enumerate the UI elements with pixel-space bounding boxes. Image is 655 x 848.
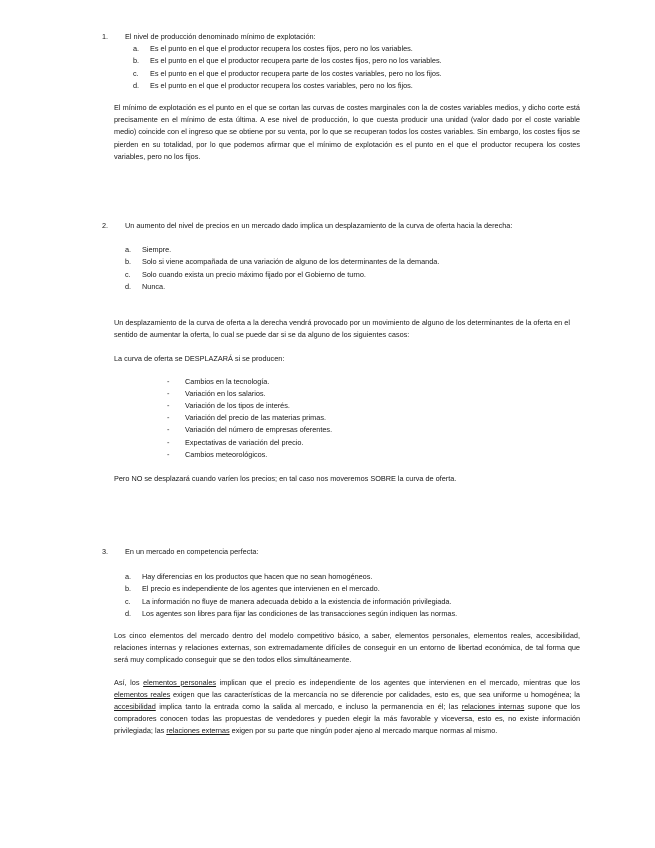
q3-option-c bbox=[125, 596, 582, 608]
question-2-number: 2. bbox=[102, 221, 109, 230]
q1-option-a bbox=[133, 43, 582, 55]
q2-cause: - Cambios en la tecnología. bbox=[167, 376, 270, 386]
q1-option-d-letter: d. bbox=[133, 80, 140, 90]
question-2-title bbox=[102, 220, 582, 232]
q2-option-a bbox=[125, 244, 582, 256]
q3-exp2-text: Así, los bbox=[114, 677, 144, 687]
q1-explanation: El mínimo de explotación es el punto en el que se cortan las curvas de costes marginales con la de costes variables medios, y dicho corte está precisamente en el mínimo de esta última. A ese nivel de producción, lo que cuesta producir una unidad (valor dado por el coste variable medio) coincide con el ingreso que se obtiene por su venta, por lo que se recuperan todos los costes variables. Sin embargo, los costes fijos se pierden en su totalidad, por lo que podemos afirmar que el mínimo de explotación es el punto en el que el productor recupera los costes variables, pero no los fijos. bbox=[114, 103, 580, 161]
q1-option-c bbox=[133, 68, 582, 80]
q1-option-d-text: Es el punto en el que el productor recupera los costes variables, pero no los fijos. bbox=[150, 80, 413, 90]
q2-cause-text: Cambios en la tecnología. bbox=[185, 376, 270, 386]
question-1 bbox=[102, 31, 582, 163]
q3-explanation-2 bbox=[114, 677, 580, 738]
q3-option-c-letter: c. bbox=[125, 596, 131, 606]
q1-option-c-text: Es el punto en el que el productor recupera parte de los costes variables, pero no los fijos. bbox=[150, 68, 442, 78]
q2-cause: - Expectativas de variación del precio. bbox=[167, 437, 304, 447]
question-1-number: 1. bbox=[102, 32, 109, 41]
q3-option-a bbox=[125, 571, 582, 583]
question-2 bbox=[102, 220, 582, 485]
q2-option-d-letter: d. bbox=[125, 281, 132, 291]
q2-option-d bbox=[125, 281, 582, 293]
q3-term-relaciones-internas: relaciones internas bbox=[461, 702, 525, 712]
question-2-text: Un aumento del nivel de precios en un mercado dado implica un desplazamiento de la curva de oferta hacia la derecha: bbox=[125, 221, 513, 230]
q3-option-d bbox=[125, 608, 582, 620]
q3-option-a-letter: a. bbox=[125, 572, 132, 582]
q3-term-elementos-personales: elementos personales bbox=[143, 677, 217, 687]
q2-cause: - Cambios meteorológicos. bbox=[167, 449, 268, 459]
q3-option-a-text: Hay diferencias en los productos que hacen que no sean homogéneos. bbox=[142, 572, 373, 582]
q2-option-d-text: Nunca. bbox=[142, 281, 166, 291]
q1-option-b bbox=[133, 55, 582, 67]
q2-cause-text: Cambios meteorológicos. bbox=[185, 449, 268, 459]
q3-explanation-1: Los cinco elementos del mercado dentro del modelo competitivo básico, a saber, elementos personales, elementos reales, accesibilidad, relaciones internas y relaciones externas, son extremadamente difíciles de conseguir en un entorno de libertad económica, de tal forma que será muy complicado conseguir que se den todos ellos simultáneamente. bbox=[114, 631, 580, 665]
q1-option-a-text: Es el punto en el que el productor recupera los costes fijos, pero no los variables. bbox=[150, 44, 413, 54]
q2-option-a-letter: a. bbox=[125, 245, 132, 255]
q3-option-b bbox=[125, 583, 582, 595]
q2-conclusion: Pero NO se desplazará cuando varíen los precios; en tal caso nos moveremos SOBRE la curva de oferta. bbox=[114, 474, 457, 484]
q2-cause-text: Variación de los tipos de interés. bbox=[185, 401, 290, 411]
q2-cause: - Variación en los salarios. bbox=[167, 388, 266, 398]
q2-causes-list bbox=[167, 376, 582, 461]
q3-option-b-text: El precio es independiente de los agentes que intervienen en el mercado. bbox=[142, 584, 380, 594]
q1-option-b-letter: b. bbox=[133, 56, 140, 66]
question-3-options bbox=[102, 571, 582, 620]
q2-option-b-text: Solo si viene acompañada de una variación de alguno de los determinantes de la demanda. bbox=[142, 257, 440, 267]
q2-option-a-text: Siempre. bbox=[142, 245, 172, 255]
q2-option-c-text: Solo cuando exista un precio máximo fijado por el Gobierno de turno. bbox=[142, 269, 366, 279]
q3-exp2-text: supone que los compradores conocen todas las propuestas de vendedores y pueden elegir la más favorable y viceversa, esto es, no existe información privilegiada; las bbox=[114, 702, 580, 736]
q3-exp2-text: implican que el precio es independiente de los agentes que intervienen en el mercado, mientras que los bbox=[216, 677, 581, 687]
question-3-title bbox=[102, 546, 582, 558]
q2-cause: - Variación de los tipos de interés. bbox=[167, 401, 290, 411]
q3-option-c-text: La información no fluye de manera adecuada debido a la existencia de información privilegiada. bbox=[142, 596, 452, 606]
q2-cause: - Variación del número de empresas oferentes. bbox=[167, 425, 333, 435]
q3-term-relaciones-externas: relaciones externas bbox=[166, 726, 230, 736]
question-1-title bbox=[102, 31, 582, 43]
q3-term-accesibilidad: accesibilidad bbox=[114, 702, 156, 712]
question-3-text: En un mercado en competencia perfecta: bbox=[125, 547, 259, 556]
q3-exp2-text: implica tanto la entrada como la salida al mercado, e incluso la permanencia en él; las bbox=[155, 702, 462, 712]
q2-option-c-letter: c. bbox=[125, 269, 131, 279]
q3-exp2-text: exigen por su parte que ningún poder ajeno al mercado marque normas al mismo. bbox=[229, 726, 498, 736]
question-3 bbox=[102, 546, 582, 738]
q1-option-c-letter: c. bbox=[133, 68, 139, 78]
question-1-text: El nivel de producción denominado mínimo de explotación: bbox=[125, 32, 316, 41]
q3-exp2-text: exigen que las características de la mercancía no se diferencie por calidades, esto es, que sea uniforme u homogénea; la bbox=[170, 689, 580, 699]
q2-cause-text: Variación del precio de las materias primas. bbox=[185, 413, 326, 423]
question-1-options bbox=[102, 43, 582, 92]
q1-option-a-letter: a. bbox=[133, 44, 140, 54]
q3-option-d-text: Los agentes son libres para fijar las condiciones de las transacciones según indiquen las normas. bbox=[142, 608, 458, 618]
q2-cause-text: Expectativas de variación del precio. bbox=[185, 437, 304, 447]
q2-explanation: Un desplazamiento de la curva de oferta a la derecha vendrá provocado por un movimiento de alguno de los determinantes de la oferta en el sentido de aumentar la oferta, lo cual se puede dar si se da alguno de los siguientes casos: bbox=[114, 318, 570, 340]
q3-option-b-letter: b. bbox=[125, 584, 132, 594]
q2-option-b-letter: b. bbox=[125, 257, 132, 267]
q2-option-b bbox=[125, 256, 582, 268]
question-2-options bbox=[102, 244, 582, 293]
q2-option-c bbox=[125, 269, 582, 281]
q1-option-d bbox=[133, 80, 582, 92]
q2-cause-text: Variación en los salarios. bbox=[185, 388, 266, 398]
q2-cause-text: Variación del número de empresas oferentes. bbox=[185, 425, 333, 435]
q2-cause: - Variación del precio de las materias primas. bbox=[167, 413, 326, 423]
q3-option-d-letter: d. bbox=[125, 608, 132, 618]
q1-option-b-text: Es el punto en el que el productor recupera parte de los costes fijos, pero no los variables. bbox=[150, 56, 442, 66]
q2-intro: La curva de oferta se DESPLAZARÁ si se producen: bbox=[114, 354, 285, 364]
question-3-number: 3. bbox=[102, 547, 109, 556]
q3-term-elementos-reales: elementos reales bbox=[114, 689, 171, 699]
